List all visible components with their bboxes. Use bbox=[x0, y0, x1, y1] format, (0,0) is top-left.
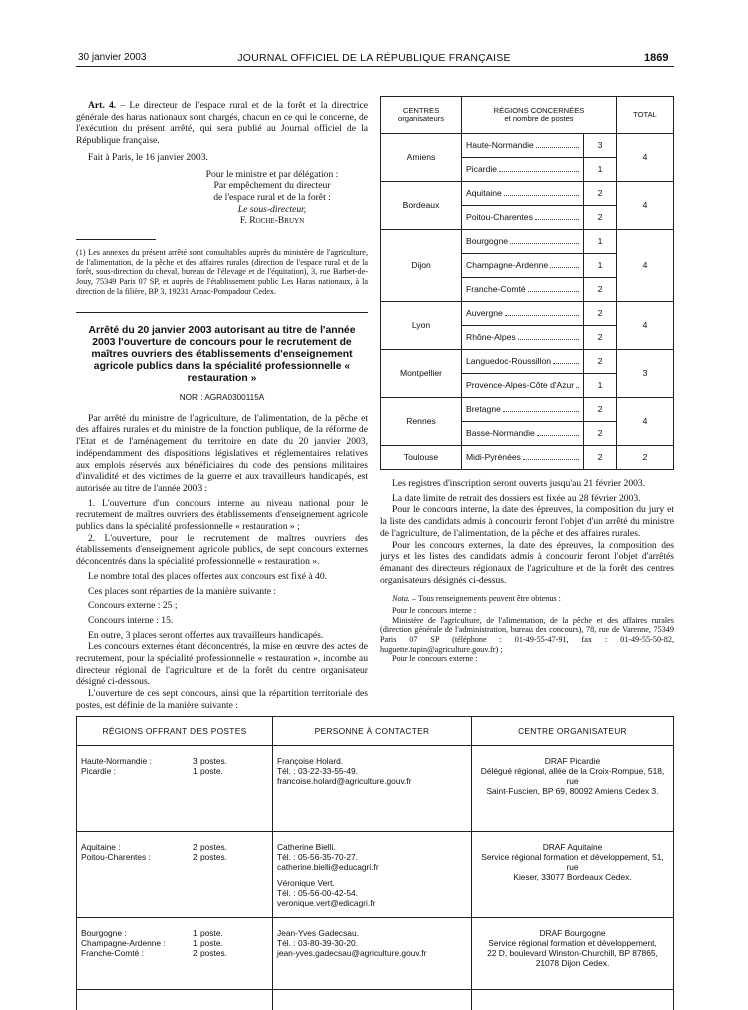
regions-table-body bbox=[381, 134, 674, 470]
leader-dots bbox=[518, 338, 579, 340]
centre-cell: Toulouse bbox=[381, 446, 462, 470]
contact-phone: Tél. : 03-22-33-55-49. bbox=[277, 766, 359, 777]
signature-block bbox=[176, 169, 368, 228]
table-row bbox=[77, 746, 674, 832]
col-header-regions-offering: RÉGIONS OFFRANT DES POSTES bbox=[77, 717, 273, 746]
posts-cell: 2 bbox=[584, 206, 617, 230]
total-cell: 4 bbox=[617, 182, 674, 230]
regions-cell bbox=[77, 746, 273, 832]
contact-person bbox=[277, 756, 467, 786]
paragraph-8: En outre, 3 places seront offertes aux travailleurs handicapés. bbox=[88, 629, 324, 641]
arrete-title: Arrêté du 20 janvier 2003 autorisant au titre de l'année 2003 l'ouverture de concours pour le recrutement de maîtres ouvriers des établissements d'enseignement agricole publics dans la spécialité professionnelle « restauration » bbox=[88, 325, 356, 384]
region-cell bbox=[462, 182, 584, 206]
article-4 bbox=[76, 100, 368, 147]
col-header-regions-label: RÉGIONS CONCERNÉES bbox=[493, 105, 585, 115]
signature-line-4: Le sous-directeur, bbox=[237, 203, 307, 215]
centre-cell bbox=[472, 832, 674, 918]
col-header-centre: CENTRE ORGANISATEUR bbox=[472, 717, 674, 746]
posts-cell: 3 bbox=[584, 134, 617, 158]
empty-cell bbox=[273, 990, 472, 1010]
region-name: Picardie : bbox=[81, 766, 116, 777]
contact-email: catherine.bielli@educagri.fr bbox=[277, 862, 379, 873]
centre-cell bbox=[472, 918, 674, 990]
centre-cell: Rennes bbox=[381, 398, 462, 446]
signature-name: F. Roche-Bruyn bbox=[239, 215, 305, 227]
header-rule bbox=[76, 66, 674, 67]
region-cell bbox=[462, 134, 584, 158]
region-name: Champagne-Ardenne bbox=[466, 260, 549, 271]
leader-dots bbox=[576, 386, 579, 388]
paragraph-1: Par arrêté du ministre de l'agriculture, de l'alimentation, de la pêche et des affaires rurales et du ministre de la fonction publique, de la réforme de l'Etat et de l'aménagement du territoire en date du 20 janvier 2003, indépendamment des dispositions législatives et réglementaires relatives aux emplois réservés aux bénéficiaires du code des pensions militaires d'invalidité et des victimes de la guerre et aux travailleurs handicapés, est autorisée au titre de l'année 2003 : bbox=[76, 412, 368, 494]
total-cell: 3 bbox=[617, 350, 674, 398]
contact-cell bbox=[273, 918, 472, 990]
col-header-centres-sub: organisateurs bbox=[397, 114, 444, 123]
centre-line: 22 D, boulevard Winston-Churchill, BP 87865, bbox=[487, 948, 658, 959]
contact-person bbox=[277, 842, 467, 872]
page-header bbox=[0, 52, 748, 66]
leader-dots bbox=[504, 194, 579, 196]
region-name: Rhône-Alpes bbox=[466, 332, 516, 343]
region-line bbox=[81, 928, 268, 938]
leader-dots bbox=[503, 410, 579, 412]
col-header-regions bbox=[462, 97, 617, 134]
region-cell bbox=[462, 326, 584, 350]
centre-line: DRAF Bourgogne bbox=[539, 928, 606, 938]
right-paragraph-1: Les registres d'inscription seront ouverts jusqu'au 21 février 2003. bbox=[392, 478, 646, 489]
table-row bbox=[381, 398, 674, 422]
nota-text: – Tous renseignements peuvent être obtenus : bbox=[409, 594, 561, 604]
contact-email: francoise.holard@agriculture.gouv.fr bbox=[277, 776, 412, 787]
centre-line: DRAF Picardie bbox=[544, 756, 601, 766]
contact-phone: Tél. : 05-56-00-42-54. bbox=[277, 888, 359, 899]
regions-table bbox=[380, 96, 674, 470]
region-cell bbox=[462, 422, 584, 446]
posts-cell: 1 bbox=[584, 230, 617, 254]
right-paragraph-4: Pour les concours externes, la date des épreuves, la composition des jurys et les listes des candidats admis à concourir feront l'objet d'arrêtés émanant des directeurs régionaux de l'agriculture et de la forêt des centres organisateurs désignés ci-dessus. bbox=[380, 539, 674, 586]
leader-dots bbox=[536, 146, 579, 148]
table-row bbox=[77, 832, 674, 918]
centre-line: DRAF Aquitaine bbox=[542, 842, 603, 852]
posts-cell: 1 bbox=[584, 158, 617, 182]
posts-count: 1 poste. bbox=[193, 928, 223, 938]
region-cell bbox=[462, 350, 584, 374]
region-name: Midi-Pyrénées bbox=[466, 452, 521, 463]
contact-name: Catherine Bielli. bbox=[277, 842, 336, 852]
region-name: Picardie bbox=[466, 164, 498, 175]
paragraph-6: Concours externe : 25 ; bbox=[88, 600, 178, 612]
nor-reference: NOR : AGRA0300115A bbox=[179, 392, 265, 402]
region-name: Haute-Normandie : bbox=[81, 756, 152, 766]
region-cell bbox=[462, 302, 584, 326]
region-name: Haute-Normandie bbox=[466, 140, 534, 151]
contact-cell bbox=[273, 832, 472, 918]
signature-line-2: Par empêchement du directeur bbox=[213, 180, 331, 192]
region-name: Franche-Comté bbox=[466, 284, 526, 295]
signature-line-3: de l'espace rural et de la forêt : bbox=[213, 191, 331, 203]
posts-cell: 2 bbox=[584, 182, 617, 206]
region-name: Aquitaine : bbox=[81, 842, 121, 852]
posts-cell: 2 bbox=[584, 422, 617, 446]
centre-cell: Lyon bbox=[381, 302, 462, 350]
leader-dots bbox=[528, 290, 579, 292]
col-header-regions-sub: et nombre de postes bbox=[504, 114, 574, 123]
nota-label: Nota. bbox=[392, 594, 410, 604]
col-header-total: TOTAL bbox=[617, 97, 674, 134]
journal-title: JOURNAL OFFICIEL DE LA RÉPUBLIQUE FRANÇAISE bbox=[237, 52, 511, 64]
posts-cell: 1 bbox=[584, 254, 617, 278]
regions-cell bbox=[77, 832, 273, 918]
posts-count: 1 poste. bbox=[193, 938, 223, 949]
leader-dots bbox=[537, 434, 579, 436]
paragraph-2: 1. L'ouverture d'un concours interne au niveau national pour le recrutement de maîtres ouvriers des établissements d'enseignement agricole publics dans la spécialité professionnelle « restauration » ; bbox=[76, 497, 368, 533]
nota bbox=[380, 594, 674, 604]
centre-line: Délégué régional, allée de la Croix-Rompue, 518, rue bbox=[480, 766, 665, 787]
region-name: Provence-Alpes-Côte d'Azur bbox=[466, 380, 575, 391]
total-cell: 2 bbox=[617, 446, 674, 470]
region-cell bbox=[462, 278, 584, 302]
centre-cell bbox=[472, 746, 674, 832]
posts-cell: 2 bbox=[584, 398, 617, 422]
contact-name: Françoise Holard. bbox=[277, 756, 344, 766]
paragraph-3: 2. L'ouverture, pour le recrutement de maîtres ouvriers des établissements d'enseignement agricole publics, de sept concours externes déconcentrés dans la spécialité professionnelle « restauration ». bbox=[76, 532, 368, 568]
col-header-contact: PERSONNE À CONTACTER bbox=[273, 717, 472, 746]
empty-cell bbox=[77, 990, 273, 1010]
contact-phone: Tél. : 03-80-39-30-20. bbox=[277, 938, 359, 949]
region-cell bbox=[462, 230, 584, 254]
footnote: (1) Les annexes du présent arrêté sont consultables auprès du ministère de l'agriculture, de l'alimentation, de la pêche et des affaires rurales (direction de l'espace rural et de la forêt, sous-direction du cheval, bureau de l'élevage et de l'équitation), 3, rue Barbet-de-Jouy, 75349 Paris 07 SP, et auprès de l'établissement public Les Haras nationaux, à la direction de la filière, BP 3, 19231 Arnac-Pompadour Cedex. bbox=[76, 248, 368, 296]
right-column bbox=[380, 96, 674, 664]
region-name: Poitou-Charentes bbox=[466, 212, 533, 223]
total-cell: 4 bbox=[617, 302, 674, 350]
table-row bbox=[381, 230, 674, 254]
region-line bbox=[81, 852, 268, 862]
table-row bbox=[381, 134, 674, 158]
contact-phone: Tél. : 05-56-35-70-27. bbox=[277, 852, 359, 863]
table-row-empty bbox=[77, 990, 674, 1010]
col-header-centres bbox=[381, 97, 462, 134]
nota-line-3: Pour le concours externe : bbox=[392, 654, 478, 664]
posts-count: 1 poste. bbox=[193, 766, 223, 777]
region-cell bbox=[462, 254, 584, 278]
leader-dots bbox=[510, 242, 579, 244]
table-row bbox=[381, 182, 674, 206]
region-line bbox=[81, 938, 268, 948]
region-name: Basse-Normandie bbox=[466, 428, 535, 439]
leader-dots bbox=[535, 218, 579, 220]
total-cell: 4 bbox=[617, 134, 674, 182]
contacts-table-body bbox=[77, 746, 674, 1010]
table-row bbox=[381, 350, 674, 374]
fait-a-paris: Fait à Paris, le 16 janvier 2003. bbox=[88, 151, 208, 163]
contact-name: Véronique Vert. bbox=[277, 878, 335, 889]
region-cell bbox=[462, 374, 584, 398]
posts-count: 2 postes. bbox=[193, 842, 227, 852]
contact-name: Jean-Yves Gadecsau. bbox=[277, 928, 359, 938]
region-line bbox=[81, 948, 268, 958]
posts-cell: 2 bbox=[584, 302, 617, 326]
regions-cell bbox=[77, 918, 273, 990]
centre-cell: Bordeaux bbox=[381, 182, 462, 230]
region-line bbox=[81, 842, 268, 852]
contact-email: jean-yves.gadecsau@agriculture.gouv.fr bbox=[277, 948, 427, 959]
posts-count: 3 postes. bbox=[193, 756, 227, 766]
region-cell bbox=[462, 398, 584, 422]
region-name: Poitou-Charentes : bbox=[81, 852, 151, 863]
centre-line: 21078 Dijon Cedex. bbox=[535, 958, 610, 969]
region-cell bbox=[462, 446, 584, 470]
centre-cell: Montpellier bbox=[381, 350, 462, 398]
region-name: Bourgogne bbox=[466, 236, 509, 247]
signature-line-1: Pour le ministre et par délégation : bbox=[205, 168, 339, 180]
footnote-separator bbox=[76, 239, 156, 240]
region-line bbox=[81, 756, 268, 766]
leader-dots bbox=[553, 362, 579, 364]
right-paragraph-2: La date limite de retrait des dossiers est fixée au 28 février 2003. bbox=[392, 492, 641, 504]
region-name: Auvergne bbox=[466, 308, 503, 319]
contact-person bbox=[277, 878, 467, 908]
leader-dots bbox=[499, 170, 579, 172]
posts-count: 2 postes. bbox=[193, 948, 227, 959]
section-separator bbox=[76, 312, 368, 313]
left-column bbox=[76, 100, 368, 712]
paragraph-4: Le nombre total des places offertes aux concours est fixé à 40. bbox=[88, 570, 328, 582]
table-row bbox=[381, 302, 674, 326]
nota-line-1: Pour le concours interne : bbox=[392, 606, 477, 615]
posts-cell: 2 bbox=[584, 350, 617, 374]
centre-cell: Amiens bbox=[381, 134, 462, 182]
article-4-label: Art. 4. bbox=[88, 100, 117, 111]
paragraph-5: Ces places sont réparties de la manière suivante : bbox=[88, 585, 277, 597]
region-name: Champagne-Ardenne : bbox=[81, 938, 166, 949]
contact-email: veronique.vert@edicagri.fr bbox=[277, 898, 376, 909]
paragraph-10: L'ouverture de ces sept concours, ainsi que la répartition territoriale des postes, est définie de la manière suivante : bbox=[76, 688, 368, 711]
header-date: 30 janvier 2003 bbox=[78, 52, 147, 63]
posts-cell: 1 bbox=[584, 374, 617, 398]
contact-cell bbox=[273, 746, 472, 832]
nota-line-2: Ministère de l'agriculture, de l'alimentation, de la pêche et des affaires rurales (direction générale de l'administration, bureau des concours), 78, rue de Varenne, 75349 Paris 07 SP (téléphone : 01-49-55-47-91, fax : 01-49-55-50-82, huguette.tupin@agriculture.gouv.fr) ; bbox=[380, 615, 674, 654]
leader-dots bbox=[523, 458, 579, 460]
total-cell: 4 bbox=[617, 398, 674, 446]
page-number: 1869 bbox=[644, 52, 669, 64]
region-name: Languedoc-Roussillon bbox=[466, 356, 552, 367]
posts-count: 2 postes. bbox=[193, 852, 227, 863]
centre-line: Saint-Fuscien, BP 69, 80092 Amiens Cedex 3. bbox=[486, 786, 659, 797]
right-paragraph-3: Pour le concours interne, la date des épreuves, la composition du jury et la liste des candidats admis à concourir feront l'objet d'un arrêté du ministre de l'agriculture, de l'alimentation, de la pêche et des affaires rurales. bbox=[380, 504, 674, 539]
centre-line: Kieser, 33077 Bordeaux Cedex. bbox=[513, 872, 632, 883]
region-name: Aquitaine bbox=[466, 188, 502, 199]
leader-dots bbox=[505, 314, 579, 316]
paragraph-7: Concours interne : 15. bbox=[88, 614, 174, 626]
region-line bbox=[81, 766, 268, 776]
region-name: Bourgogne : bbox=[81, 928, 127, 938]
centre-line: Service régional formation et développement, 51, rue bbox=[481, 852, 664, 873]
region-name: Bretagne bbox=[466, 404, 501, 415]
region-name: Franche-Comté : bbox=[81, 948, 144, 959]
contact-person bbox=[277, 928, 467, 958]
centre-line: Service régional formation et développement, bbox=[488, 938, 657, 949]
centre-cell: Dijon bbox=[381, 230, 462, 302]
col-header-centres-label: CENTRES bbox=[402, 105, 440, 115]
region-cell bbox=[462, 158, 584, 182]
table-row bbox=[77, 918, 674, 990]
posts-cell: 2 bbox=[584, 446, 617, 470]
posts-cell: 2 bbox=[584, 326, 617, 350]
article-4-text: – Le directeur de l'espace rural et de la forêt et la directrice générale des haras nationaux sont chargés, chacun en ce qui le concerne, de l'exécution du présent arrêté, qui sera publié au Journal officiel de la République française. bbox=[76, 100, 369, 147]
right-text bbox=[380, 478, 674, 664]
paragraph-9: Les concours externes étant déconcentrés, la mise en œuvre des actes de recrutement, pour la spécialité professionnelle « restauration », incombe au directeur régional de l'agriculture et de la forêt du centre organisateur désigné ci-dessous. bbox=[76, 641, 368, 688]
posts-cell: 2 bbox=[584, 278, 617, 302]
table-row bbox=[381, 446, 674, 470]
contacts-table bbox=[76, 716, 674, 1010]
leader-dots bbox=[550, 266, 579, 268]
total-cell: 4 bbox=[617, 230, 674, 302]
empty-cell bbox=[472, 990, 674, 1010]
region-cell bbox=[462, 206, 584, 230]
